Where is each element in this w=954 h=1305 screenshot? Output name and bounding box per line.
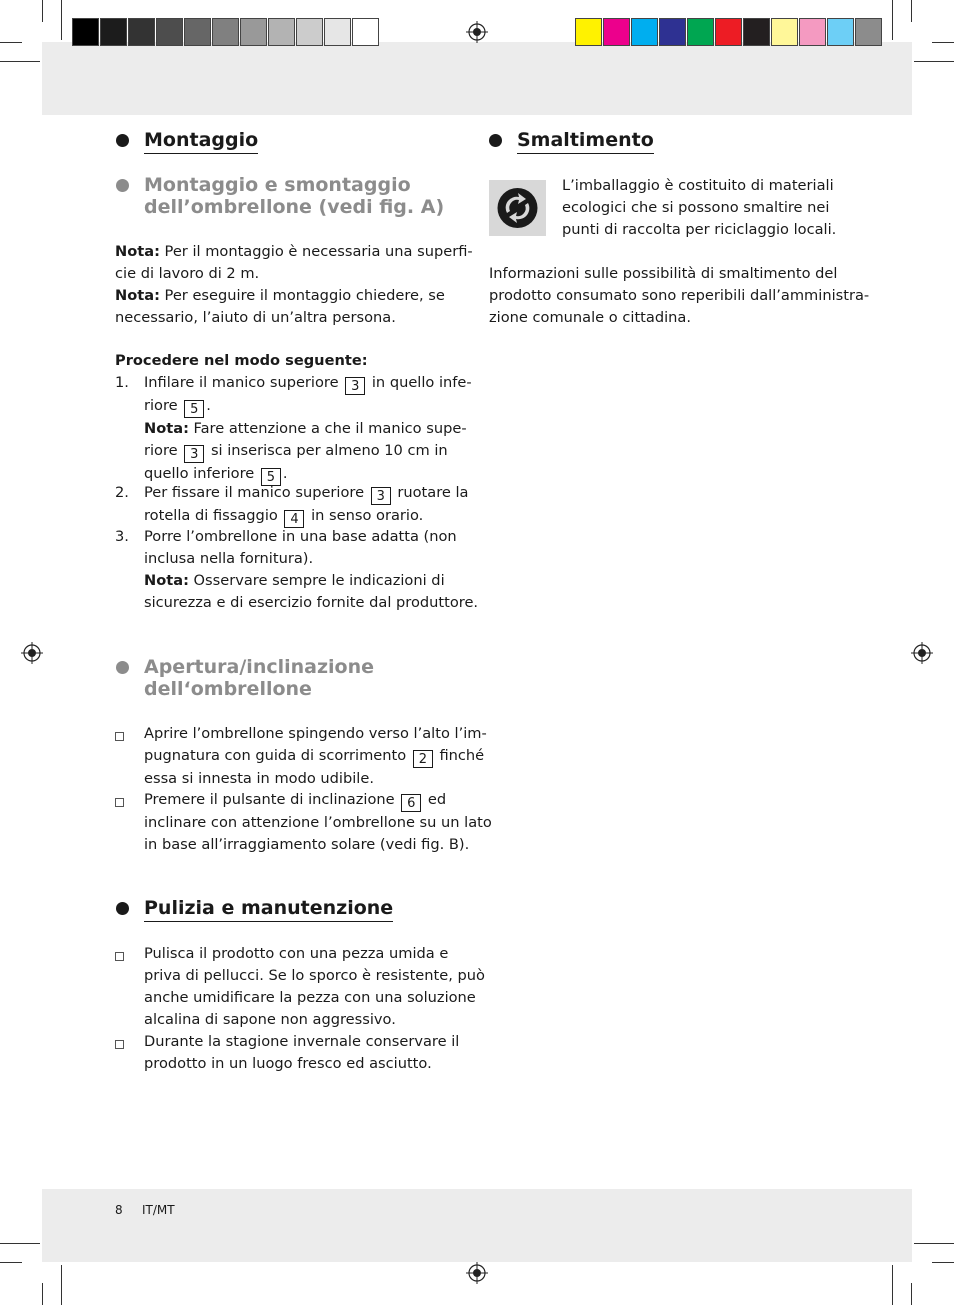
- checkbox-bullet-icon: [115, 1040, 124, 1049]
- registration-mark-icon: [466, 21, 488, 43]
- heading-montaggio: Montaggio: [144, 129, 258, 154]
- step-number: 3.: [115, 528, 129, 545]
- heading-montaggio-smontaggio: Montaggio e smontaggio dell’ombrellone (vedi fig. A): [144, 174, 444, 218]
- step-1: Infilare il manico superiore 3 in quello infe- riore 5 . Nota: Fare attenzione a che il manico supe- riore 3 si inserisca per almeno 10 cm in quello inferiore 5 .: [144, 374, 472, 485]
- ref-number: 5: [184, 400, 204, 418]
- pulizia-item-1: Pulisca il prodotto con una pezza umida e priva di pellucci. Se lo sporco è resistente, può anche umidificare la pezza con una soluzione alcalina di sapone non aggressivo.: [144, 945, 485, 1028]
- registration-mark-icon: [466, 1262, 488, 1284]
- green-dot-recycling-logo: [489, 180, 546, 236]
- smaltimento-paragraph-1: L’imballaggio è costituito di materiali ecologici che si possono smaltire nei punti di raccolta per riciclaggio locali.: [562, 177, 837, 238]
- color-swatch: [631, 18, 658, 46]
- color-swatch: [324, 18, 351, 46]
- heading-pulizia: Pulizia e manutenzione: [144, 897, 393, 922]
- color-swatch: [100, 18, 127, 46]
- color-swatch: [212, 18, 239, 46]
- ref-number: 3: [184, 445, 204, 463]
- note-1: Nota: Per il montaggio è necessaria una superfi- cie di lavoro di 2 m. Nota: Per eseguire il montaggio chiedere, se necessario, l’aiuto di un’altra persona.: [115, 243, 473, 326]
- step-number: 1.: [115, 374, 129, 391]
- bullet-icon: [489, 134, 502, 147]
- pulizia-item-2: Durante la stagione invernale conservare il prodotto in un luogo fresco ed asciutto.: [144, 1033, 460, 1072]
- registration-mark-icon: [21, 642, 43, 664]
- checkbox-bullet-icon: [115, 732, 124, 741]
- page-number: 8: [115, 1203, 123, 1217]
- color-swatch: [296, 18, 323, 46]
- apertura-item-2: Premere il pulsante di inclinazione 6 ed inclinare con attenzione l’ombrellone su un lato in base all’irraggiamento solare (vedi fig. B).: [144, 791, 492, 853]
- color-swatch: [352, 18, 379, 46]
- ref-number: 2: [413, 750, 433, 768]
- color-swatch: [715, 18, 742, 46]
- recycling-icon: [489, 180, 546, 236]
- bullet-icon: [116, 661, 129, 674]
- bullet-icon: [116, 134, 129, 147]
- ref-number: 4: [284, 510, 304, 528]
- heading-smaltimento: Smaltimento: [517, 129, 654, 154]
- language-code: IT/MT: [142, 1203, 175, 1217]
- step-3: Porre l’ombrellone in una base adatta (non inclusa nella fornitura). Nota: Osservare sempre le indicazioni di sicurezza e di esercizio fornite dal produttore.: [144, 528, 479, 611]
- color-swatch: [659, 18, 686, 46]
- smaltimento-paragraph-2: Informazioni sulle possibilità di smaltimento del prodotto consumato sono reperibili dall’amministra- zione comunale o cittadina.: [489, 265, 870, 326]
- bullet-icon: [116, 179, 129, 192]
- bullet-icon: [116, 902, 129, 915]
- color-swatch: [799, 18, 826, 46]
- color-swatch: [743, 18, 770, 46]
- color-swatch: [184, 18, 211, 46]
- step-number: 2.: [115, 484, 129, 501]
- color-swatch: [575, 18, 602, 46]
- color-swatch: [72, 18, 99, 46]
- color-swatch: [128, 18, 155, 46]
- color-swatch: [855, 18, 882, 46]
- color-swatch: [603, 18, 630, 46]
- color-swatch: [268, 18, 295, 46]
- color-swatch: [771, 18, 798, 46]
- step-2: Per fissare il manico superiore 3 ruotare la rotella di fissaggio 4 in senso orario.: [144, 484, 469, 527]
- color-swatch: [687, 18, 714, 46]
- apertura-item-1: Aprire l’ombrellone spingendo verso l’alto l’im- pugnatura con guida di scorrimento 2 finché essa si innesta in modo udibile.: [144, 725, 487, 787]
- color-swatch: [240, 18, 267, 46]
- ref-number: 3: [371, 487, 391, 505]
- registration-mark-icon: [911, 642, 933, 664]
- procedure-heading: Procedere nel modo seguente:: [115, 352, 368, 369]
- checkbox-bullet-icon: [115, 798, 124, 807]
- color-swatch: [156, 18, 183, 46]
- header-band: [42, 42, 912, 115]
- ref-number: 3: [345, 377, 365, 395]
- ref-number: 5: [261, 468, 281, 486]
- footer-band: [42, 1189, 912, 1262]
- ref-number: 6: [401, 794, 421, 812]
- color-swatch: [827, 18, 854, 46]
- checkbox-bullet-icon: [115, 952, 124, 961]
- heading-apertura: Apertura/inclinazione dell‘ombrellone: [144, 656, 374, 700]
